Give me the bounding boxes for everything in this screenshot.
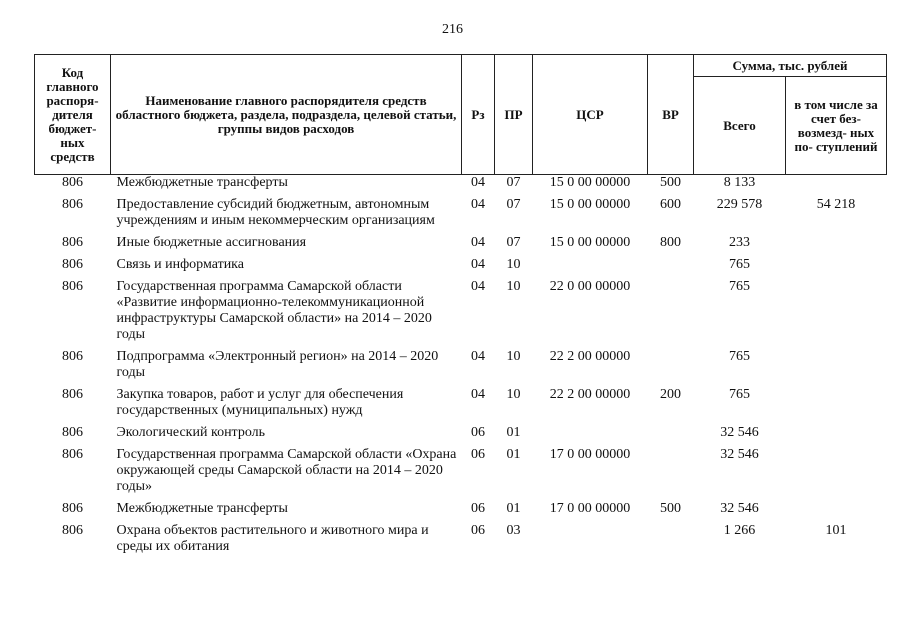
cell-code: 806 [62,387,83,402]
cell-total: 765 [729,257,750,272]
cell-code: 806 [62,523,83,538]
cell-rz: 04 [471,387,485,402]
table-row [35,278,887,348]
cell-csr: 17 0 00 00000 [549,501,631,516]
cell-pr: 01 [506,501,521,516]
cell-code: 806 [62,175,83,190]
cell-name: Связь и информатика [116,257,244,272]
cell-vr [648,256,694,278]
table-row [35,234,887,256]
cell-code: 806 [62,279,83,294]
table-row [35,386,887,424]
cell-csr: 22 2 00 00000 [549,349,631,364]
cell-free [786,256,887,278]
cell-csr: 15 0 00 00000 [549,235,631,250]
table-row [35,522,887,560]
cell-free [786,446,887,500]
cell-vr [648,278,694,348]
cell-rz: 04 [471,197,485,212]
header-total: Всего [694,77,786,175]
cell-code: 806 [62,447,83,462]
cell-code: 806 [62,349,83,364]
cell-pr: 10 [506,349,521,364]
cell-rz: 04 [471,349,485,364]
table-row [35,500,887,522]
page-number: 216 [442,22,463,37]
cell-free: 54 218 [816,197,856,212]
cell-total: 765 [729,349,750,364]
cell-free [786,424,887,446]
cell-rz: 06 [471,523,485,538]
cell-csr [533,522,648,560]
cell-pr: 01 [506,447,521,462]
table-row [35,175,887,197]
cell-rz: 04 [471,235,485,250]
cell-name: Закупка товаров, работ и услуг для обеспечения государственных (муниципальных) нужд [116,387,404,418]
cell-free [786,175,887,197]
cell-total: 765 [729,279,750,294]
table-row [35,196,887,234]
cell-csr [533,256,648,278]
header-free: в том числе за счет без- возмезд- ных по- ступлений [786,77,887,175]
cell-code: 806 [62,425,83,440]
cell-name: Подпрограмма «Электронный регион» на 2014 – 2020 годы [116,349,439,380]
cell-free [786,348,887,386]
cell-csr: 15 0 00 00000 [549,175,631,190]
cell-name: Экологический контроль [116,425,266,440]
cell-vr [648,348,694,386]
cell-vr [648,522,694,560]
cell-csr: 22 2 00 00000 [549,387,631,402]
cell-total: 32 546 [720,447,759,462]
header-csr: ЦСР [533,55,648,175]
cell-rz: 06 [471,501,485,516]
cell-pr: 01 [506,425,521,440]
header-rz: Рз [462,55,495,175]
cell-free [786,500,887,522]
cell-rz: 04 [471,175,485,190]
cell-pr: 03 [506,523,521,538]
cell-name: Межбюджетные трансферты [116,501,288,516]
cell-rz: 06 [471,425,485,440]
cell-code: 806 [62,501,83,516]
cell-vr [648,446,694,500]
cell-pr: 10 [506,279,521,294]
cell-total: 765 [729,387,750,402]
cell-free [786,386,887,424]
cell-total: 1 266 [723,523,756,538]
cell-pr: 10 [506,257,521,272]
cell-name: Государственная программа Самарской области «Развитие информационно-телекоммуникационной инфраструктуры Самарской области» на 2014 – 2020 годы [116,279,432,342]
table-header [35,55,887,175]
cell-pr: 07 [506,197,521,212]
cell-code: 806 [62,197,83,212]
cell-pr: 07 [506,235,521,250]
cell-csr [533,424,648,446]
cell-pr: 10 [506,387,521,402]
cell-vr: 500 [660,175,681,190]
header-code: Код главного распоря- дителя бюджет- ных средств [35,55,111,175]
cell-vr [648,424,694,446]
cell-free: 101 [825,523,847,538]
cell-name: Предоставление субсидий бюджетным, автономным учреждениям и иным некоммерческим организациям [116,197,435,228]
cell-name: Охрана объектов растительного и животного мира и среды их обитания [116,523,429,554]
cell-vr: 200 [660,387,681,402]
budget-table [34,54,887,560]
cell-csr: 15 0 00 00000 [549,197,631,212]
table-body [35,175,887,561]
header-pr: ПР [495,55,533,175]
cell-pr: 07 [506,175,521,190]
cell-total: 229 578 [716,197,763,212]
table-row [35,424,887,446]
header-vr: ВР [648,55,694,175]
cell-csr: 22 0 00 00000 [549,279,631,294]
header-sum: Сумма, тыс. рублей [694,55,887,77]
cell-code: 806 [62,257,83,272]
cell-vr: 500 [660,501,681,516]
cell-free [786,278,887,348]
cell-vr: 600 [660,197,681,212]
cell-free [786,234,887,256]
cell-name: Межбюджетные трансферты [116,175,288,190]
cell-rz: 04 [471,279,485,294]
cell-code: 806 [62,235,83,250]
cell-total: 233 [729,235,750,250]
cell-rz: 06 [471,447,485,462]
cell-vr: 800 [660,235,681,250]
cell-rz: 04 [471,257,485,272]
cell-name: Государственная программа Самарской области «Охрана окружающей среды Самарской области на 2014 – 2020 годы» [116,447,457,494]
cell-csr: 17 0 00 00000 [549,447,631,462]
header-name: Наименование главного распорядителя средств областного бюджета, раздела, подраздела, целевой статьи, группы видов расходов [111,55,462,175]
cell-total: 32 546 [720,425,759,440]
table-row [35,446,887,500]
table-row [35,256,887,278]
cell-total: 32 546 [720,501,759,516]
cell-name: Иные бюджетные ассигнования [116,235,307,250]
cell-total: 8 133 [723,175,756,190]
table-row [35,348,887,386]
